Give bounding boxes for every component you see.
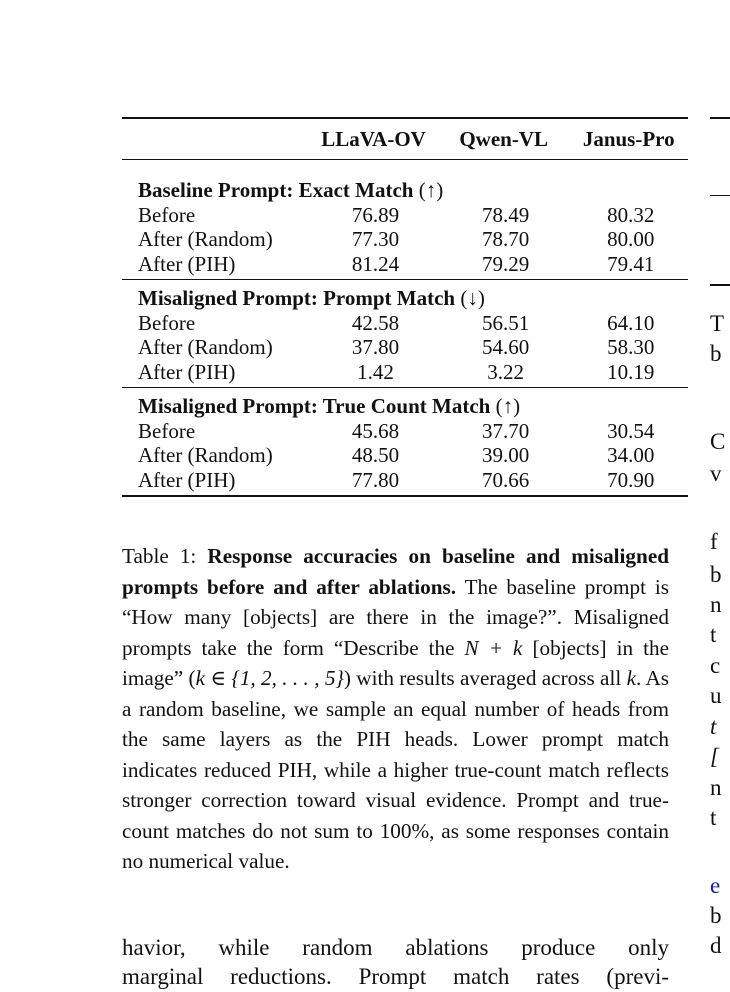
- right-column-fragment: [710, 0, 726, 992]
- body-line: havior, while random ablations produce only: [122, 935, 669, 960]
- rc-char: T: [710, 311, 725, 336]
- up-arrow-indicator: (↑): [495, 394, 521, 418]
- body-paragraph: [122, 933, 669, 991]
- rc-rule: [710, 117, 730, 119]
- caption-text: The baseline prompt is “How many [objects] are there in the image?”. Misaligned prompts take the form “Describe the: [122, 574, 669, 660]
- cell-qwen: 54.60: [482, 335, 530, 359]
- rc-char: n: [710, 775, 722, 800]
- rc-char: t: [710, 805, 717, 830]
- cell-janus: 80.32: [607, 202, 655, 227]
- cell-qwen: 78.70: [482, 227, 530, 251]
- cell-janus: 64.10: [607, 310, 655, 335]
- results-table: [122, 117, 688, 497]
- rc-char: b: [710, 903, 722, 928]
- rc-char: f: [710, 529, 718, 554]
- cell-janus: 79.41: [607, 251, 655, 276]
- cell-llava: 48.50: [351, 443, 400, 467]
- down-arrow-indicator: (↓): [460, 286, 485, 310]
- rc-char: C: [710, 429, 726, 454]
- caption-math: k: [626, 666, 636, 690]
- section-title-true-count: [122, 394, 688, 419]
- cell-qwen: 78.49: [482, 202, 530, 227]
- cell-qwen: 56.51: [482, 310, 530, 335]
- header-empty-cell: [122, 118, 309, 160]
- rc-char: d: [710, 933, 722, 958]
- cell-qwen: 39.00: [482, 443, 530, 467]
- cell-qwen: 70.66: [482, 467, 530, 492]
- section-title-text: Misaligned Prompt: True Count Match: [138, 394, 491, 418]
- cell-qwen: 37.70: [482, 418, 530, 443]
- section-title-text: Misaligned Prompt: Prompt Match: [138, 286, 456, 310]
- row-label: After (PIH): [138, 359, 236, 384]
- rc-char: b: [710, 562, 722, 587]
- section-title-text: Baseline Prompt: Exact Match: [138, 178, 414, 202]
- caption-math: N + k: [464, 635, 523, 660]
- body-line: marginal reductions. Prompt match rates (previ-: [122, 964, 669, 989]
- row-label: Before: [138, 310, 196, 335]
- table-row: [122, 335, 688, 360]
- caption-math: 100%: [379, 818, 430, 843]
- cell-qwen: 79.29: [482, 251, 530, 276]
- table-caption: [122, 541, 669, 877]
- cell-llava: 77.30: [351, 227, 400, 251]
- rc-rule: [710, 284, 730, 286]
- caption-text: , as some responses contain no numerical value.: [122, 818, 669, 873]
- table-row: [122, 227, 688, 252]
- caption-text: . As a random baseline, we sample an equal number of heads from the same layers as the PIH heads. Lower prompt match indicates reduced PIH, while a higher true-count match reflects stronger correction toward visual evidence. Prompt and true-count matches do not sum to: [122, 666, 669, 843]
- cell-llava: 37.80: [351, 335, 400, 359]
- row-label: Before: [138, 202, 196, 227]
- cell-qwen: 3.22: [487, 359, 525, 384]
- rc-char: t: [710, 714, 717, 739]
- header-llava-ov: LLaVA-OV: [309, 118, 438, 160]
- table-row: [122, 252, 688, 280]
- cell-llava: 81.24: [351, 251, 400, 276]
- table-row: [122, 360, 688, 388]
- row-label: After (PIH): [138, 251, 236, 276]
- table-row: [122, 203, 688, 228]
- cell-janus: 30.54: [607, 418, 655, 443]
- cell-janus: 80.00: [607, 227, 655, 251]
- caption-text: [objects] in the image” (: [122, 635, 669, 690]
- table-row: [122, 311, 688, 336]
- caption-label: Table 1:: [122, 544, 208, 568]
- rc-char: b: [710, 341, 722, 366]
- caption-bold-summary: Response accuracies on baseline and misaligned prompts before and after ablations.: [122, 544, 670, 599]
- rc-char: t: [710, 622, 717, 647]
- cell-janus: 58.30: [607, 335, 655, 359]
- table-row: [122, 419, 688, 444]
- row-label: After (Random): [138, 227, 273, 251]
- section-title-baseline: [122, 178, 688, 203]
- table-row: [122, 443, 688, 468]
- rc-char: e: [710, 873, 721, 898]
- cell-llava: 45.68: [351, 418, 400, 443]
- up-arrow-indicator: (↑): [418, 178, 444, 202]
- rc-char: u: [710, 683, 722, 708]
- rc-char: n: [710, 592, 722, 617]
- row-label: After (Random): [138, 335, 273, 359]
- rc-char: [: [710, 744, 719, 769]
- rc-char: v: [710, 461, 722, 486]
- cell-janus: 10.19: [607, 359, 655, 384]
- cell-llava: 76.89: [351, 202, 400, 227]
- cell-llava: 1.42: [357, 359, 394, 384]
- row-label: After (PIH): [138, 467, 236, 492]
- row-label: Before: [138, 418, 196, 443]
- rc-rule: [710, 195, 730, 196]
- rc-char: c: [710, 653, 721, 678]
- header-qwen-vl: Qwen-VL: [438, 118, 570, 160]
- table-bottom-rule: [122, 495, 688, 496]
- row-label: After (Random): [138, 443, 273, 467]
- cell-llava: 42.58: [351, 310, 400, 335]
- cell-janus: 34.00: [607, 443, 655, 467]
- table-row: [122, 468, 688, 496]
- table-header-row: [122, 118, 688, 160]
- cell-llava: 77.80: [351, 467, 400, 492]
- cell-janus: 70.90: [607, 467, 655, 492]
- header-janus-pro: Janus-Pro: [569, 118, 688, 160]
- caption-math: k ∈ {1, 2, . . . , 5}: [195, 666, 344, 690]
- section-title-prompt-match: [122, 286, 688, 311]
- caption-text: ) with results averaged across all: [343, 666, 627, 690]
